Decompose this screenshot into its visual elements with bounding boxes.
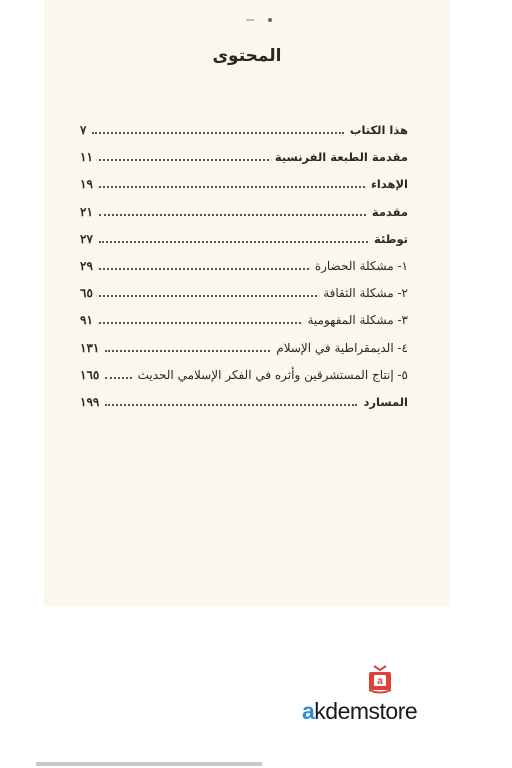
toc-entry [80,145,408,167]
toc-entry [80,118,408,140]
toc-entry-page: ١٦٥ [80,367,100,382]
dot-leader [99,294,317,297]
logo-letter: a [377,676,383,687]
toc-entry-label: مقدمة الطبعة الفرنسية [274,150,408,165]
dot-leader [99,185,365,188]
dot-leader [99,213,366,216]
brand-name [302,698,417,725]
toc-entry-page: ٧ [80,123,87,137]
dot-leader [99,321,302,324]
toc-entry-label: ٥- إنتاج المستشرقين وأثره في الفكر الإسلامي الحديث [137,367,408,382]
akdemstore-watermark [302,664,452,734]
toc-entry-label: ٤- الديمقراطية في الإسلام [276,340,408,355]
toc-entry-page: ٢٩ [80,259,93,273]
dot-leader [99,267,309,270]
book-page [44,0,450,606]
dot-leader [99,240,368,243]
toc-entry-label: ١- مشكلة الحضارة [314,259,408,273]
toc-entry-label: ٢- مشكلة الثقافة [323,286,408,301]
toc-entry [80,227,408,249]
toc-entry-label: هذا الكتاب [349,123,408,137]
toc-entry [80,172,408,194]
toc-entry [80,254,408,276]
toc-entry [80,336,408,358]
printing-mark [244,16,284,24]
toc-entry-page: ٩١ [80,313,93,328]
toc-entry-page: ١٩ [80,177,93,192]
toc-entry [80,281,408,303]
dot-leader [99,158,269,161]
dot-leader [105,403,357,406]
dot-leader [105,349,270,352]
toc-entry [80,308,408,330]
toc-entry-label: ٣- مشكلة المفهومية [307,313,408,328]
toc-entry [80,363,408,385]
toc-entry-page: ١٩٩ [80,395,100,409]
open-book-icon [366,664,394,696]
toc-title: المحتوى [212,46,282,66]
toc-entry-page: ١١ [80,150,93,165]
toc-entry-page: ٢٧ [80,231,93,246]
brand-rest: kdemstore [314,698,418,724]
brand-accent: a [302,698,315,724]
toc-entry-label: توطئة [373,231,408,246]
dot-leader [105,376,131,379]
toc-entry-label: مقدمة [371,204,408,219]
toc-entry-page: ٢١ [80,204,93,219]
toc-entry-page: ٦٥ [80,286,93,301]
dot-leader [92,131,343,134]
toc-entry-label: المسارد [363,395,408,409]
toc-entry-label: الإهداء [371,177,408,192]
toc-entry [80,390,408,412]
toc-entry [80,200,408,222]
toc-entry-page: ١٣١ [80,340,100,355]
scan-edge [36,762,262,766]
